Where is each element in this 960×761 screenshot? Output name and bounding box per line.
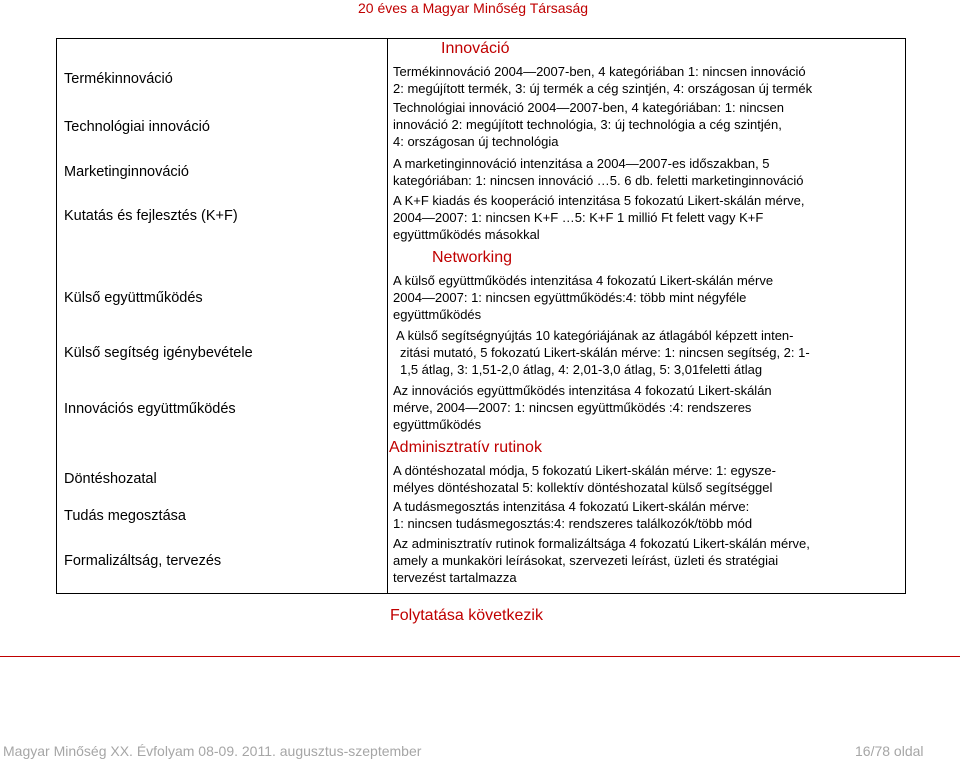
desc-kulso-segitseg	[396, 327, 810, 378]
desc-donteshozatal	[393, 462, 776, 496]
desc-line: 4: országosan új technológia	[393, 134, 559, 149]
desc-line: zitási mutató, 5 fokozatú Likert-skálán mérve: 1: nincsen segítség, 2: 1-	[400, 345, 810, 360]
desc-kulso-egyuttmukodes	[393, 272, 773, 323]
desc-line: 2: megújított termék, 3: új termék a cég szintjén, 4: országosan új termék	[393, 81, 813, 96]
label-tudas-megosztasa: Tudás megosztása	[64, 508, 186, 524]
footer-page-number: 16/78 oldal	[855, 743, 924, 759]
desc-line: amely a munkaköri leírásokat, szervezeti leírást, üzleti és stratégiai	[393, 553, 779, 568]
desc-line: A külső segítségnyújtás 10 kategóriájának az átlagából képzett inten-	[396, 328, 794, 343]
desc-line: A külső együttműködés intenzitása 4 fokozatú Likert-skálán mérve	[393, 273, 774, 288]
label-kutatas-fejlesztes: Kutatás és fejlesztés (K+F)	[64, 208, 238, 224]
desc-formalizaltsag	[393, 535, 810, 586]
desc-line: Termékinnováció 2004—2007-ben, 4 kategóriában 1: nincsen innováció	[393, 64, 806, 79]
footer-publication: Magyar Minőség XX. Évfolyam 08-09. 2011. augusztus-szeptember	[3, 743, 422, 759]
label-innovacios-egyuttmukodes: Innovációs együttműködés	[64, 401, 236, 417]
desc-line: kategóriában: 1: nincsen innováció …5. 6 db. feletti marketinginnováció	[393, 173, 804, 188]
label-technologiai-innovacio: Technológiai innováció	[64, 119, 210, 135]
footer-divider	[0, 656, 960, 657]
desc-line: együttműködés	[393, 307, 482, 322]
section-heading-admin: Adminisztratív rutinok	[389, 439, 542, 456]
label-donteshozatal: Döntéshozatal	[64, 471, 157, 487]
desc-marketing	[393, 155, 803, 189]
label-kulso-egyuttmukodes: Külső együttműködés	[64, 290, 203, 306]
label-kulso-segitseg: Külső segítség igénybevétele	[64, 345, 253, 361]
desc-line: Az innovációs együttműködés intenzitása 4 fokozatú Likert-skálán	[393, 383, 772, 398]
desc-line: A tudásmegosztás intenzitása 4 fokozatú Likert-skálán mérve:	[393, 499, 750, 514]
section-heading-innovacio: Innováció	[441, 40, 510, 57]
desc-line: együttműködés másokkal	[393, 227, 540, 242]
desc-line: Technológiai innováció 2004—2007-ben, 4 kategóriában: 1: nincsen	[393, 100, 785, 115]
desc-innovacios-egyuttmukodes	[393, 382, 772, 433]
desc-tudas-megosztasa	[393, 498, 752, 532]
desc-kf	[393, 192, 805, 243]
label-termekinnovacio: Termékinnováció	[64, 71, 173, 87]
desc-line: 2004—2007: 1: nincsen együttműködés:4: több mint négyféle	[393, 290, 747, 305]
desc-line: 1,5 átlag, 3: 1,51-2,0 átlag, 4: 2,01-3,0 átlag, 5: 3,01feletti átlag	[400, 362, 763, 377]
desc-line: 1: nincsen tudásmegosztás:4: rendszeres találkozók/több mód	[393, 516, 753, 531]
desc-line: Az adminisztratív rutinok formalizáltsága 4 fokozatú Likert-skálán mérve,	[393, 536, 810, 551]
desc-line: A K+F kiadás és kooperáció intenzitása 5 fokozatú Likert-skálán mérve,	[393, 193, 805, 208]
label-marketinginnovacio: Marketinginnováció	[64, 164, 189, 180]
page-header-title: 20 éves a Magyar Minőség Társaság	[358, 0, 589, 16]
desc-line: A döntéshozatal módja, 5 fokozatú Likert-skálán mérve: 1: egysze-	[393, 463, 776, 478]
section-heading-networking: Networking	[432, 249, 513, 266]
desc-line: tervezést tartalmazza	[393, 570, 517, 585]
label-formalizaltsag: Formalizáltság, tervezés	[64, 553, 222, 569]
desc-line: mérve, 2004—2007: 1: nincsen együttműködés :4: rendszeres	[393, 400, 752, 415]
desc-line: innováció 2: megújított technológia, 3: új technológia a cég szintjén,	[393, 117, 782, 132]
desc-line: A marketinginnováció intenzitása a 2004—2007-es időszakban, 5	[393, 156, 770, 171]
continuation-note: Folytatása következik	[390, 607, 543, 624]
desc-termekinnovacio	[393, 63, 812, 97]
desc-technologiai	[393, 99, 784, 150]
desc-line: mélyes döntéshozatal 5: kollektív döntéshozatal külső segítséggel	[393, 480, 773, 495]
desc-line: együttműködés	[393, 417, 482, 432]
desc-line: 2004—2007: 1: nincsen K+F …5: K+F 1 millió Ft felett vagy K+F	[393, 210, 764, 225]
